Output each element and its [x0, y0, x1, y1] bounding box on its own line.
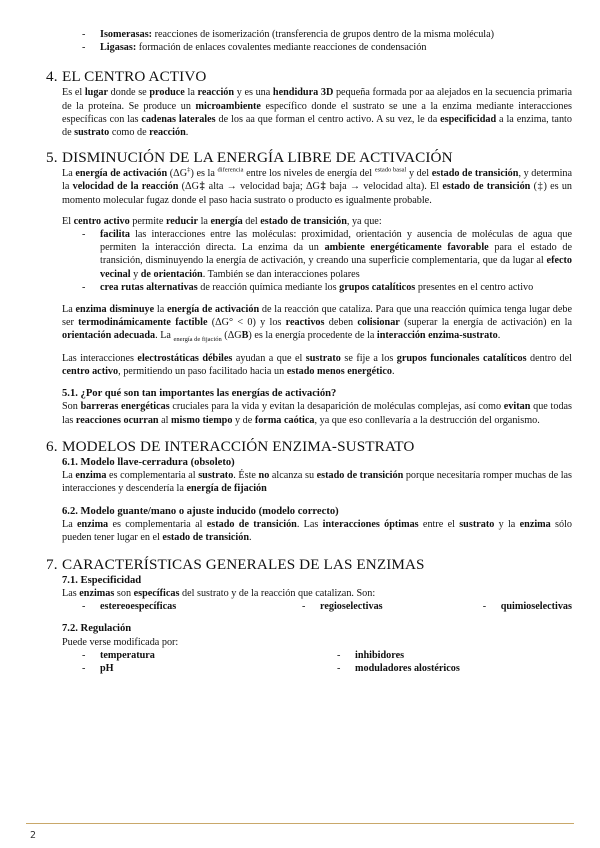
text-run: evitan: [503, 401, 531, 413]
text-run: ‡: [187, 166, 191, 174]
subsection-title: 5.1. ¿Por qué son tan importantes las energías de activación?: [62, 388, 337, 400]
section-heading-5: 5. DISMINUCIÓN DE LA ENERGÍA LIBRE DE ACTIVACIÓN: [46, 149, 453, 167]
text-run: (ΔG: [178, 181, 199, 193]
paragraph: [62, 587, 572, 600]
text-run: enzimas: [79, 587, 115, 599]
text-run: la: [198, 215, 211, 227]
text-run: . También se dan interacciones polares: [202, 268, 360, 280]
list-item: - inhibidores: [337, 649, 405, 661]
section-heading-7: 7. CARACTERÍSTICAS GENERALES DE LAS ENZIMAS: [46, 555, 425, 573]
text-run: sustrato: [74, 127, 110, 139]
text-run: (ΔG° < 0) y los: [207, 317, 286, 329]
text-run: que todas las: [62, 401, 573, 426]
paragraph: [62, 469, 572, 495]
text-run: específicas: [133, 587, 180, 599]
text-run: cadenas laterales: [141, 113, 216, 125]
text-run: estado de transición: [442, 181, 531, 193]
text-run: (‡) es un momento molecular fugaz donde el paso hacia sustrato o producto es igualmente probable.: [62, 181, 573, 206]
list: [62, 228, 572, 294]
text-run: y del: [406, 168, 432, 180]
text-run: Las: [62, 587, 80, 599]
text-run: específico donde el sustrato se une a la enzima mediante interacciones específicas con las: [62, 100, 572, 125]
text-run: reacciones ocurran: [75, 414, 159, 426]
text-run: (superar la energía de activación) en la: [399, 317, 573, 329]
text-run: para el estado de transición, disminuyendo la energía de activación, y creando una superficie complementaria, que da lugar al: [100, 242, 572, 267]
text-run: , ya que eso conllevaría a la destrucción del organismo.: [314, 414, 540, 426]
text-run: energía de fijación: [173, 336, 222, 344]
text-run: energía: [210, 215, 243, 227]
text-run: sustrato: [305, 352, 341, 364]
text-run: la: [184, 87, 198, 99]
text-run: a la enzima, tanto de: [62, 113, 572, 139]
text-run: estado de transición: [431, 168, 519, 180]
text-run: crea rutas alternativas: [100, 281, 198, 293]
list-item: - Ligasas: formación de enlaces covalentes mediante reacciones de condensación: [82, 42, 427, 54]
text-run: de orientación: [140, 268, 203, 280]
text-run: dentro del: [526, 352, 572, 364]
text-run: baja → velocidad alta). El: [326, 181, 443, 193]
paragraph: Puede verse modificada por:: [62, 636, 179, 648]
text-run: presentes en el centro activo: [415, 281, 534, 293]
text-run: reacción: [197, 87, 235, 99]
text-run: Las interacciones: [62, 352, 138, 364]
list-item: - facilita las interacciones entre las moléculas: proximidad, orientación y ausencia de moléculas de agua que permiten la interacción directa. La enzima da un ambiente energéticamente favorable para el estado de transición, disminuyendo la energía de activación, y creando una superficie complementaria, que da lugar al efecto vecinal y de orientación. También se dan interacciones polares: [82, 229, 572, 280]
text-run: .: [391, 365, 395, 377]
text-run: termodinámicamente factible: [78, 317, 208, 329]
page-content: [46, 28, 573, 675]
text-run: La: [62, 470, 76, 482]
paragraph: [62, 352, 572, 378]
text-run: es complementaria al: [106, 470, 199, 482]
text-run: electrostáticas débiles: [137, 352, 233, 364]
text-run: alcanza su: [269, 470, 317, 482]
text-run: es complementaria al: [108, 519, 207, 531]
text-run: , permitiendo un paso facilitado hacia un: [118, 365, 287, 377]
text-run: cruciales para la vida y evitan la desaparición de moléculas complejas, así como: [169, 401, 504, 413]
text-run: reactivos: [285, 317, 325, 329]
text-run: Es el: [62, 87, 85, 99]
text-run: produce: [149, 87, 185, 99]
list-item: - temperatura: [82, 649, 155, 661]
text-run: grupos funcionales catalíticos: [396, 352, 527, 364]
text-run: forma caótica: [254, 414, 315, 426]
footer-divider: [26, 823, 574, 824]
text-run: entre los niveles de energía del: [243, 168, 375, 180]
text-run: velocidad de la reacción: [72, 181, 179, 193]
list-item: - regioselectivas: [302, 601, 383, 613]
text-run: grupos catalíticos: [339, 281, 416, 293]
text-run: se fije a los: [340, 352, 397, 364]
text-run: deben: [324, 317, 358, 329]
text-run: del sustrato y de la reacción que catalizan. Son:: [179, 587, 376, 599]
text-run: pequeña formada por aa alejados en la secuencia primaria de la proteína. Se produce un: [62, 87, 573, 112]
text-run: energía de activación: [75, 168, 168, 180]
text-run: ambiente energéticamente favorable: [324, 242, 489, 254]
text-run: interacciones óptimas: [322, 519, 419, 531]
text-run: . Las: [296, 519, 323, 531]
text-run: .: [249, 532, 252, 544]
text-run: enzima: [77, 519, 109, 531]
text-run: La: [62, 168, 76, 180]
page-number: 2: [30, 830, 37, 841]
text-run: ) es la energía procedente de la: [248, 330, 377, 342]
text-run: de reacción química mediante los: [197, 281, 340, 293]
list-item: - Isomerasas: reacciones de isomerización (transferencia de grupos dentro de la misma molécula): [82, 29, 495, 40]
list-item: - quimioselectivas: [482, 601, 572, 613]
text-run: sustrato: [198, 470, 234, 482]
paragraph: [62, 303, 572, 343]
text-run: interacción enzima-sustrato: [376, 330, 498, 342]
text-run: colisionar: [357, 317, 400, 329]
text-run: enzima: [519, 519, 551, 531]
text-run: estado de transición: [162, 532, 250, 544]
text-run: centro activo: [73, 215, 130, 227]
text-run: permite: [129, 215, 166, 227]
text-run: no: [258, 470, 270, 482]
text-run: , ya que:: [346, 215, 382, 227]
text-run: alta → velocidad baja; ΔG: [205, 181, 320, 193]
text-run: La: [62, 304, 76, 316]
text-run: reducir: [165, 215, 199, 227]
list-item: - pH: [82, 663, 114, 675]
text-run: , y determina la: [62, 168, 573, 193]
text-run: y la: [494, 519, 520, 531]
paragraph: [62, 400, 572, 426]
text-run: estado basal: [374, 166, 407, 174]
text-run: centro activo: [62, 365, 119, 377]
list-item: - moduladores alostéricos: [337, 663, 460, 675]
text-run: entre el: [418, 519, 460, 531]
text-run: son: [114, 587, 134, 599]
text-run: estado de transición: [206, 519, 297, 531]
text-run: reacción: [149, 127, 186, 139]
subsection-title: 6.1. Modelo llave-cerradura (obsoleto): [62, 456, 235, 468]
text-run: efecto vecinal: [100, 255, 572, 280]
text-run: barreras energéticas: [80, 401, 170, 413]
text-run: El: [62, 215, 74, 227]
text-run: y: [130, 268, 141, 280]
regulation-list: [62, 649, 572, 662]
text-run: enzima disminuye: [75, 304, 155, 316]
text-run: ‡: [319, 181, 327, 193]
section-heading-4: 4. EL CENTRO ACTIVO: [46, 68, 207, 86]
text-run: ‡: [198, 181, 206, 193]
text-run: estado menos energético: [286, 365, 392, 377]
subsection-title: 7.2. Regulación: [62, 623, 132, 635]
paragraph: [62, 86, 572, 139]
text-run: ayudan a que el: [232, 352, 306, 364]
text-run: hendidura 3D: [272, 87, 334, 99]
text-run: de los aa que forman el centro activo. A su vez, le da: [215, 113, 441, 125]
text-run: orientación adecuada: [62, 330, 156, 342]
paragraph: [62, 518, 572, 544]
text-run: al: [158, 414, 172, 426]
paragraph: [62, 215, 572, 228]
text-run: Son: [62, 401, 81, 413]
text-run: .: [497, 330, 501, 342]
text-run: facilita: [100, 229, 130, 241]
list-item: - crea rutas alternativas de reacción química mediante los grupos catalíticos presentes en el centro activo: [82, 281, 534, 293]
text-run: donde se: [108, 87, 150, 99]
text-run: .: [185, 127, 189, 139]
text-run: estado de transición: [260, 215, 347, 227]
subsection-title: 6.2. Modelo guante/mano o ajuste inducido (modelo correcto): [62, 505, 339, 517]
text-run: las interacciones entre las moléculas: proximidad, orientación y ausencia de moléculas de agua que permiten la interacción directa. La enzima da un: [100, 229, 572, 254]
text-run: sólo pueden tener lugar en el: [62, 519, 573, 544]
text-run: mismo tiempo: [171, 414, 233, 426]
text-run: energía de activación: [167, 304, 260, 316]
text-run: (ΔG: [221, 330, 242, 342]
text-run: ) es la: [190, 168, 218, 180]
text-run: sustrato: [459, 519, 495, 531]
text-run: y de: [232, 414, 255, 426]
text-run: microambiente: [195, 100, 261, 112]
text-run: de la reacción que cataliza. Para que una reacción química tenga lugar debe ser: [62, 304, 572, 329]
regulation-list: [62, 662, 572, 675]
text-run: . Éste: [233, 470, 259, 482]
text-run: energía de fijación: [186, 483, 267, 495]
text-run: (ΔG: [167, 168, 188, 180]
paragraph: [62, 167, 572, 207]
text-run: del: [242, 215, 261, 227]
list-item: - estereoespecíficas: [82, 601, 177, 613]
text-run: estado de transición: [316, 470, 404, 482]
text-run: la: [154, 304, 168, 316]
text-run: lugar: [84, 87, 109, 99]
enzyme-class-list: [62, 28, 572, 54]
text-run: . La: [155, 330, 174, 342]
specificity-list: [62, 600, 572, 613]
text-run: y es una: [234, 87, 273, 99]
text-run: especificidad: [440, 113, 497, 125]
text-run: porque necesitaría romper muchas de las interacciones y descendería la: [62, 470, 573, 495]
text-run: La: [62, 519, 78, 531]
section-heading-6: 6. MODELOS DE INTERACCIÓN ENZIMA-SUSTRATO: [46, 437, 415, 455]
text-run: B: [241, 330, 249, 342]
text-run: diferencia: [217, 166, 244, 174]
text-run: enzima: [75, 470, 107, 482]
subsection-title: 7.1. Especificidad: [62, 574, 142, 586]
text-run: como de: [109, 127, 150, 139]
